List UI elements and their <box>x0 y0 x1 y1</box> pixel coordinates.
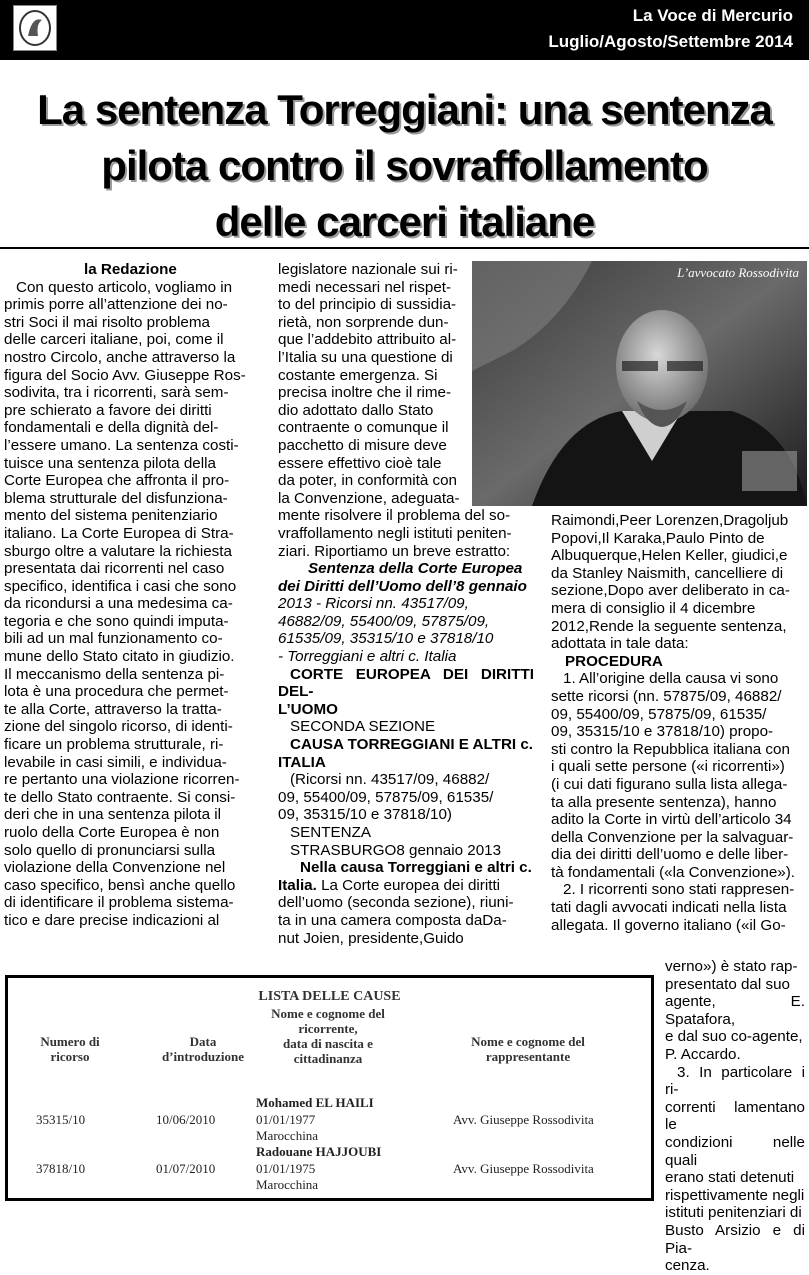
case-list-table <box>5 975 654 1201</box>
section-label: SECONDA SEZIONE <box>290 718 436 736</box>
body-text-line: medi necessari nel rispet- <box>278 278 452 296</box>
body-text-line: mento del sistema penitenziario <box>4 507 218 525</box>
body-text-line: rietà, non sorprende dun- <box>278 313 449 331</box>
body-text-line: P. Accardo. <box>665 1045 741 1063</box>
body-text-line: mente risolvere il problema del so- <box>278 507 511 525</box>
header-nome-line: cittadinanza <box>293 1051 363 1066</box>
paragraph-2 <box>551 881 805 934</box>
magazine-name: La Voce di Mercurio <box>632 6 793 25</box>
reference-line: 46882/09, 55400/09, 57875/09, <box>278 612 490 630</box>
ricorsi-line: 09, 55400/09, 57875/09, 61535/ <box>278 788 494 806</box>
body-text-line: condizioni nelle quali <box>665 1133 805 1169</box>
title-line: pilota contro il sovraffollamento <box>101 142 708 189</box>
mercury-logo-icon <box>14 6 56 50</box>
body-text-line: caso specifico, bensì anche quello <box>4 876 236 894</box>
header-data-line: Data <box>189 1034 217 1049</box>
body-text-line: to del principio di sussidia- <box>278 296 457 314</box>
body-text-line: 2012,Rende la seguente sentenza, <box>551 617 787 635</box>
body-text-line: la Convenzione, adeguata- <box>278 489 460 507</box>
body-text-line: levabile in casi simili, e individua- <box>4 753 227 771</box>
body-text-line: 3. In particolare i ri- <box>665 1063 805 1099</box>
body-text-line: legislatore nazionale sui ri- <box>278 261 458 278</box>
body-text-line: sti contro la Repubblica italiana con <box>551 740 790 758</box>
causa-heading: Nella causa Torreggiani e altri c. <box>300 859 532 877</box>
reference-line: 2013 - Ricorsi nn. 43517/09, <box>278 595 469 613</box>
body-text-line: sezione,Dopo aver deliberato in ca- <box>551 582 790 600</box>
body-text-line: i quali sette persone («i ricorrenti») <box>551 758 785 776</box>
sentence-heading: dei Diritti dell’Uomo dell’8 gennaio <box>278 577 527 595</box>
body-text-line: tà fondamentali («la Convenzione»). <box>551 863 795 881</box>
body-text-line: 2. I ricorrenti sono stati rappresen- <box>563 881 795 899</box>
body-text-line: te alla Corte, attraverso la tratta- <box>4 700 222 718</box>
header-rapp-line: rappresentante <box>485 1049 571 1064</box>
body-text-line: delle carceri italiane, poi, come il <box>4 331 224 349</box>
sentence-references <box>278 595 534 665</box>
article-title <box>10 82 799 245</box>
causa-text: La Corte europea dei diritti <box>316 876 501 894</box>
issue-date: Luglio/Agosto/Settembre 2014 <box>548 32 793 51</box>
body-text-line: ruolo della Corte Europea è non <box>4 824 220 841</box>
causa-line <box>278 877 534 895</box>
body-text-line: dell’uomo (seconda sezione), riuni- <box>278 894 514 912</box>
body-text-line: 09, 35315/10 e 37818/10) propo- <box>551 723 774 741</box>
row-2-name: Radouane HAJJOUBI <box>256 1144 382 1159</box>
row-1-name: Mohamed EL HAILI <box>256 1095 374 1110</box>
row-2-data: 01/07/2010 <box>156 1161 216 1176</box>
header-nome-line: data di nascita e <box>283 1036 373 1051</box>
body-text-line: (i cui dati figurano sulla lista allega- <box>551 775 788 793</box>
body-text-line: figura del Socio Avv. Giuseppe Ros- <box>4 366 246 384</box>
row-1-rappresentante: Avv. Giuseppe Rossodivita <box>453 1112 594 1127</box>
body-text-line: verno») è stato rap- <box>665 958 798 975</box>
ricorsi-line: 09, 35315/10 e 37818/10) <box>278 806 452 824</box>
header-data-line: d’introduzione <box>161 1049 245 1064</box>
body-text-line: Raimondi,Peer Lorenzen,Dragoljub <box>551 512 789 529</box>
header-rappresentante <box>448 1034 608 1064</box>
body-text-line: adito la Corte in virtù dell’articolo 34 <box>551 811 792 829</box>
ricorsi-list <box>278 771 534 824</box>
header-rapp-line: Nome e cognome del <box>471 1034 585 1049</box>
body-text-line: Popovi,Il Karaka,Paulo Pinto de <box>551 529 765 547</box>
body-text-line: blema strutturale del disfunziona- <box>4 489 228 507</box>
body-text-line: e dal suo co-agente, <box>665 1028 803 1046</box>
title-divider <box>0 247 809 249</box>
body-text-line: costante emergenza. Si <box>278 366 438 384</box>
body-text-line: bili ad un mal funzionamento co- <box>4 630 223 648</box>
column-2 <box>278 261 534 947</box>
body-text-line: cenza. <box>665 1257 710 1275</box>
body-text-line: solo quello di pronunciarsi sulla <box>4 841 216 859</box>
body-text-line: specifico, identifica i casi che sono <box>4 577 237 595</box>
body-text-line: essere effettivo cioè tale <box>278 454 442 472</box>
body-text-line: deri che in una sentenza pilota il <box>4 806 221 824</box>
body-text-line: istituti penitenziari di <box>665 1204 802 1222</box>
causa-heading-end: Italia. <box>278 876 317 894</box>
byline: la Redazione <box>84 261 177 278</box>
body-text-line: dia dei diritti dell’uomo e delle liber- <box>551 846 789 864</box>
column-3-narrow <box>665 958 805 1275</box>
body-text-line: contraente o comunque il <box>278 419 449 437</box>
reference-line: - Torreggiani e altri c. Italia <box>278 648 457 666</box>
court-name: L’UOMO <box>278 700 338 718</box>
body-text-line: tegoria e che sono quindi imputa- <box>4 612 229 630</box>
column-2-wide-text <box>278 507 534 560</box>
photo-caption: L’avvocato Rossodivita <box>677 265 799 280</box>
body-text-line: 09, 55400/09, 57875/09, 61535/ <box>551 705 767 723</box>
body-text-line: que l’addebito attribuito al- <box>278 331 457 349</box>
causa-text-block <box>278 894 534 947</box>
paragraph-1 <box>551 670 805 881</box>
row-2-numero: 37818/10 <box>36 1161 86 1176</box>
body-text-line: Con questo articolo, vogliamo in <box>16 278 233 296</box>
body-text-line: Il meccanismo della sentenza pi- <box>4 665 225 683</box>
column-3-text <box>551 512 805 653</box>
header-numero <box>30 1034 110 1064</box>
header-numero-line: ricorso <box>50 1049 90 1064</box>
row-1-numero: 35315/10 <box>36 1112 86 1127</box>
body-text-line: da ricondursi a una medesima ca- <box>4 595 233 613</box>
body-text-line: italiano. La Corte Europea di Stra- <box>4 524 234 542</box>
court-name: CORTE EUROPEA DEI DIRITTI DEL- <box>278 665 534 701</box>
body-text-line: ta alla presente sentenza), hanno <box>551 793 777 811</box>
body-text-line: Corte Europea che affronta il pro- <box>4 472 230 490</box>
header-nome-line: ricorrente, <box>298 1021 358 1036</box>
body-text-line: nut Joien, presidente,Guido <box>278 929 464 947</box>
row-1-data: 10/06/2010 <box>156 1112 216 1127</box>
body-text-line: mune dello Stato citato in giudizio. <box>4 648 235 666</box>
sentenza-date: STRASBURGO8 gennaio 2013 <box>290 841 502 859</box>
body-text-line: Busto Arsizio e di Pia- <box>665 1221 805 1257</box>
body-text-line: da Stanley Naismith, cancelliere di <box>551 564 784 582</box>
body-text-line: allegata. Il governo italiano («il Go- <box>551 916 786 934</box>
row-2-birth: 01/01/1975 <box>256 1161 316 1176</box>
body-text-line: ta in una camera composta daDa- <box>278 911 507 929</box>
body-text-line: nostro Circolo, anche attraverso la <box>4 348 236 366</box>
body-text-line: agente, E. Spatafora, <box>665 993 805 1028</box>
title-line: delle carceri italiane <box>214 198 595 245</box>
sentenza-label: SENTENZA <box>290 824 372 841</box>
body-text-line: sodivita, tra i ricorrenti, sarà sem- <box>4 384 229 402</box>
reference-line: 61535/09, 35315/10 e 37818/10 <box>278 630 494 648</box>
body-text-line: ziari. Riportiamo un breve estratto: <box>278 542 511 560</box>
body-text-line: 1. All’origine della causa vi sono <box>563 670 779 688</box>
body-text-line: presentata dai ricorrenti nel caso <box>4 560 225 578</box>
body-text-line: lota è una procedura che permet- <box>4 683 229 701</box>
body-text-line: adottata in tale data: <box>551 635 689 653</box>
body-text-line: di identificare il problema sistema- <box>4 894 234 912</box>
case-name: CAUSA TORREGGIANI E ALTRI c. <box>290 736 534 754</box>
column-3 <box>551 512 805 934</box>
body-text-line: presentato dal suo <box>665 975 790 993</box>
magazine-logo <box>13 5 57 51</box>
row-2-rappresentante: Avv. Giuseppe Rossodivita <box>453 1161 594 1176</box>
body-text-line: vraffollamento negli istituti peniten- <box>278 524 512 542</box>
header-nome <box>258 1006 398 1066</box>
case-name: ITALIA <box>278 753 326 771</box>
title-line: La sentenza Torreggiani: una sentenza <box>37 86 772 133</box>
header-nome-line: Nome e cognome del <box>271 1006 385 1021</box>
row-1-citizenship: Marocchina <box>256 1128 319 1143</box>
body-text-line: ficare un problema strutturale, ri- <box>4 736 224 754</box>
body-text-line: tati dagli avvocati indicati nella lista <box>551 899 787 917</box>
body-text-line: violazione della Convenzione nel <box>4 859 226 877</box>
body-text-line: pre schierato a favore dei diritti <box>4 401 212 419</box>
ricorsi-line: (Ricorsi nn. 43517/09, 46882/ <box>290 771 490 789</box>
body-text-line: te dello Stato contraente. Si consi- <box>4 788 236 806</box>
body-text-line: sburgo oltre a valutare la richiesta <box>4 542 232 560</box>
procedura-heading: PROCEDURA <box>565 652 663 670</box>
body-text-line: Albuquerque,Helen Keller, giudici,e <box>551 547 788 565</box>
body-text-line: mera di consiglio il 4 dicembre <box>551 599 756 617</box>
body-text-line: precisa inoltre che il rime- <box>278 384 452 402</box>
header-numero-line: Numero di <box>40 1034 100 1049</box>
body-text-line: pacchetto di misure deve <box>278 436 447 454</box>
body-text-line: fondamentali e della dignità del- <box>4 419 219 437</box>
body-text-line: della Convenzione per la salvaguar- <box>551 828 794 846</box>
body-text-line: re pertanto una violazione ricorren- <box>4 771 240 789</box>
column-1-text <box>4 279 269 930</box>
column-2-top-text <box>278 261 468 507</box>
sentence-heading: Sentenza della Corte Europea <box>308 560 523 578</box>
body-text-line: dio adottato dallo Stato <box>278 401 434 419</box>
column-1 <box>4 261 269 930</box>
body-text-line: sette ricorsi (nn. 57875/09, 46882/ <box>551 687 782 705</box>
table-title: LISTA DELLE CAUSE <box>258 989 401 1004</box>
body-text-line: tuisce una sentenza pilota della <box>4 454 216 472</box>
body-text-line: stri Soci il mai risolto problema <box>4 313 210 331</box>
body-text-line: tico e dare precise indicazioni al <box>4 911 220 929</box>
header-data <box>148 1034 258 1064</box>
body-text-line: correnti lamentano le <box>665 1098 805 1134</box>
body-text-line: primis porre all’attenzione dei no- <box>4 296 228 314</box>
body-text-line: erano stati detenuti <box>665 1169 795 1187</box>
row-2-citizenship: Marocchina <box>256 1177 319 1192</box>
narrow-text <box>665 958 805 1275</box>
body-text-line: l’Italia su una questione di <box>278 348 453 366</box>
body-text-line: l’essere umano. La sentenza costi- <box>4 436 239 454</box>
row-1-birth: 01/01/1977 <box>256 1112 316 1127</box>
body-text-line: da poter, in conformità con <box>278 472 457 490</box>
body-text-line: rispettivamente negli <box>665 1186 805 1204</box>
body-text-line: zione del singolo ricorso, di identi- <box>4 718 233 736</box>
